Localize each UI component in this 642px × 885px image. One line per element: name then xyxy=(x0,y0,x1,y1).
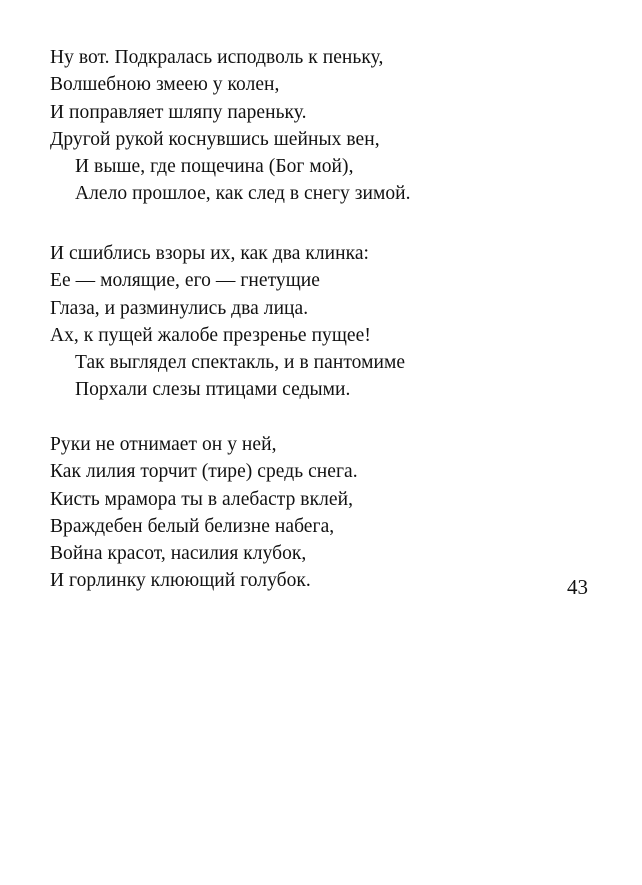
stanza-1 xyxy=(50,44,550,208)
poem-line: Война красот, насилия клубок, xyxy=(50,543,307,565)
poem-line: Ах, к пущей жалобе презренье пущее! xyxy=(50,324,371,346)
poem-line: Руки не отнимает он у ней, xyxy=(50,434,277,455)
poem-line: Ее — молящие, его — гнетущие xyxy=(50,270,320,292)
poem-line-indented: Алело прошлое, как след в снегу зимой. xyxy=(75,183,411,205)
page-number: 43 xyxy=(567,575,588,599)
poem-line: И сшиблись взоры их, как два клинка: xyxy=(50,243,370,264)
poem-line-indented: Порхали слезы птицами седыми. xyxy=(75,379,351,401)
poem-line-indented: Так выглядел спектакль, и в пантомиме xyxy=(75,352,406,374)
poem-line: Как лилия торчит (тире) средь снега. xyxy=(50,461,358,483)
poem-line: Ну вот. Подкралась исподволь к пеньку, xyxy=(50,47,384,68)
poem-line: Кисть мрамора ты в алебастр вклей, xyxy=(50,488,353,510)
stanza-3 xyxy=(50,431,550,595)
stanza-2 xyxy=(50,240,550,404)
poem-line-indented: И выше, где пощечина (Бог мой), xyxy=(75,156,354,178)
poem-line: Волшебною змеею у колен, xyxy=(50,74,280,96)
poem-line: Враждебен белый белизне набега, xyxy=(50,515,335,537)
poem-line: Другой рукой коснувшись шейных вен, xyxy=(50,128,380,150)
poem-line: Глаза, и разминулись два лица. xyxy=(50,297,309,319)
poem-line: И горлинку клюющий голубок. xyxy=(50,570,311,592)
poem-line: И поправляет шляпу пареньку. xyxy=(50,101,307,123)
